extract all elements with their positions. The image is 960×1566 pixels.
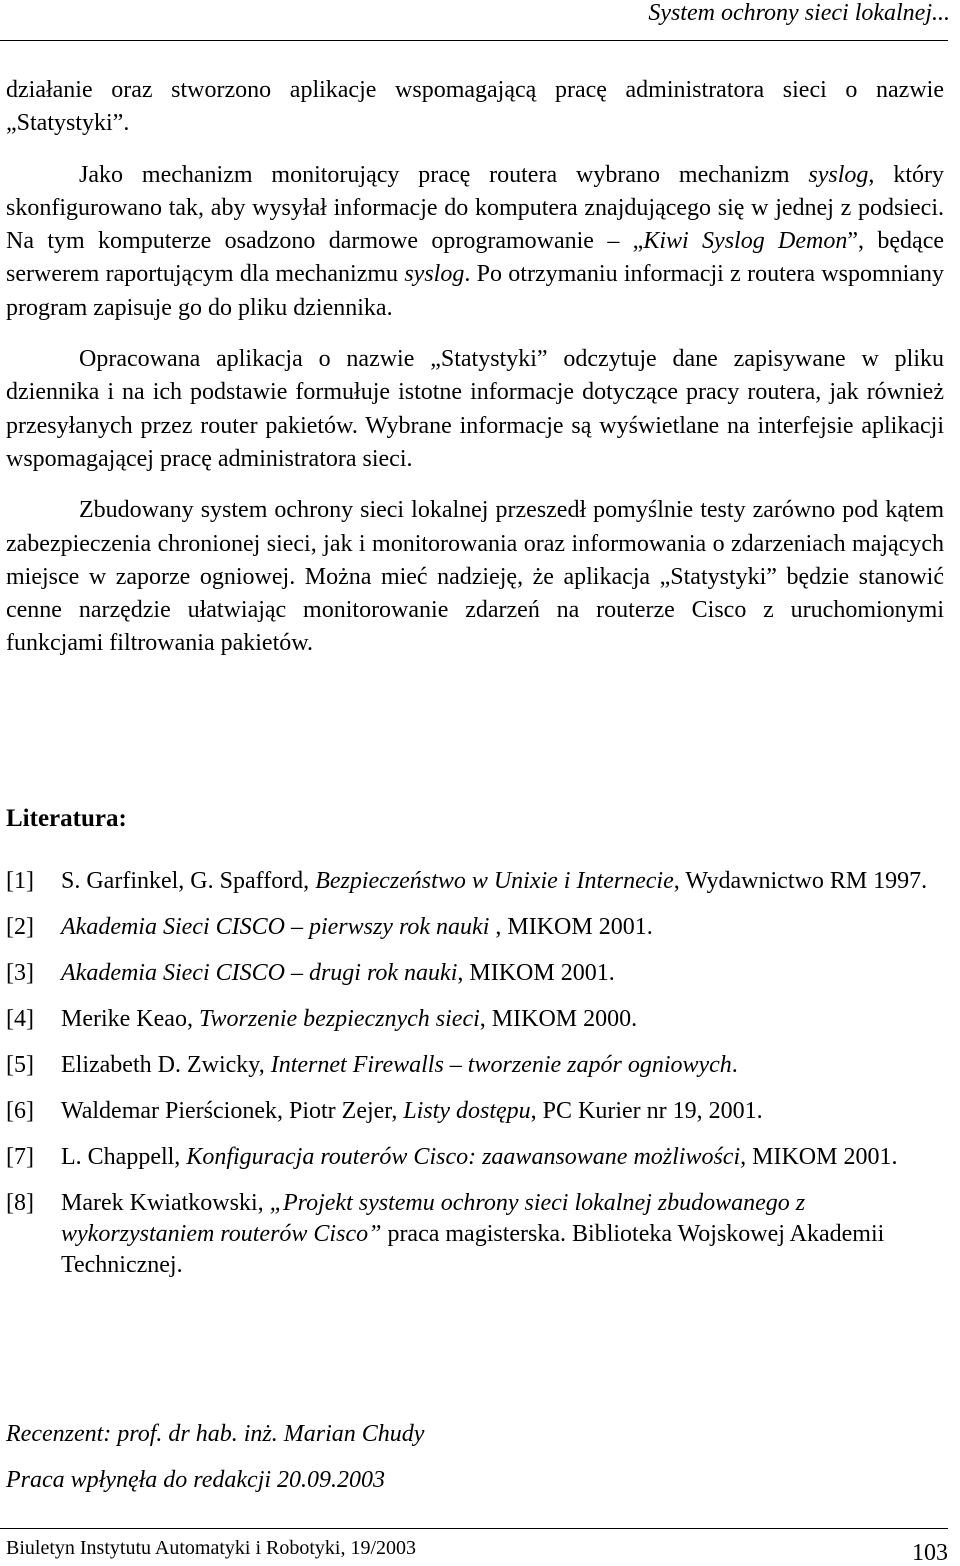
reference-item (6, 1142, 946, 1173)
reference-text: Akademia Sieci CISCO – pierwszy rok nauki , MIKOM 2001. (61, 914, 653, 940)
paragraph-application: Opracowana aplikacja o nazwie „Statystyki” odczytuje dane zapisywane w pliku dziennika i na ich podstawie formułuje istotne informacje dotyczące pracy routera, jak również przesyłanych przez router pakietów. Wybrane informacje są wyświetlane na interfejsie aplikacji wspomagającej pracę administratora sieci. (6, 346, 944, 472)
reference-text: Marek Kwiatkowski, „Projekt systemu ochrony sieci lokalnej zbudowanego z wykorzystaniem routerów Cisco” praca magisterska. Biblioteka Wojskowej Akademii Technicznej. (61, 1190, 885, 1278)
reference-item (6, 1096, 946, 1127)
received-date-line: Praca wpłynęła do redakcji 20.09.2003 (6, 1467, 386, 1493)
footer-journal: Biuletyn Instytutu Automatyki i Robotyki, 19/2003 (6, 1537, 417, 1559)
page-number: 103 (912, 1540, 948, 1566)
reference-item (6, 1050, 946, 1081)
reference-text: S. Garfinkel, G. Spafford, Bezpieczeństwo w Unixie i Internecie, Wydawnictwo RM 1997. (61, 868, 928, 894)
reference-list (6, 866, 946, 1296)
reference-text: Waldemar Pierścionek, Piotr Zejer, Listy dostępu, PC Kurier nr 19, 2001. (61, 1098, 763, 1124)
reviewer-line: Recenzent: prof. dr hab. inż. Marian Chudy (6, 1421, 425, 1447)
reference-item (6, 958, 946, 989)
reference-number: [6] (6, 1098, 34, 1124)
reference-number: [3] (6, 960, 34, 986)
body-text (6, 74, 944, 661)
reference-text: L. Chappell, Konfiguracja routerów Cisco: zaawansowane możliwości, MIKOM 2001. (61, 1144, 898, 1170)
reference-item (6, 912, 946, 943)
reference-number: [2] (6, 914, 34, 940)
reference-text: Akademia Sieci CISCO – drugi rok nauki, MIKOM 2001. (61, 960, 615, 986)
reference-item (6, 1004, 946, 1035)
reference-number: [1] (6, 868, 34, 894)
footer-rule (0, 1528, 948, 1529)
reference-number: [8] (6, 1190, 34, 1216)
reference-item (6, 866, 946, 897)
paragraph-continuation: działanie oraz stworzono aplikacje wspomagającą pracę administratora sieci o nazwie „Statystyki”. (6, 77, 944, 137)
paragraph-syslog: Jako mechanizm monitorujący pracę routera wybrano mechanizm syslog, który skonfigurowano tak, aby wysyłał informacje do komputera znajdującego się w jednej z podsieci. Na tym komputerze osadzono darmowe oprogramowanie – „Kiwi Syslog Demon”, będące serwerem raportującym dla mechanizmu syslog. Po otrzymaniu informacji z routera wspomniany program zapisuje go do pliku dziennika. (6, 161, 944, 321)
literature-heading: Literatura: (6, 805, 127, 832)
running-head: System ochrony sieci lokalnej... (648, 0, 950, 26)
reference-number: [5] (6, 1052, 34, 1078)
header-rule (0, 40, 948, 41)
reference-number: [4] (6, 1006, 34, 1032)
reference-number: [7] (6, 1144, 34, 1170)
reference-text: Merike Keao, Tworzenie bezpiecznych sieci, MIKOM 2000. (61, 1006, 638, 1032)
paragraph-conclusion: Zbudowany system ochrony sieci lokalnej przeszedł pomyślnie testy zarówno pod kątem zabezpieczenia chronionej sieci, jak i monitorowania oraz informowania o zdarzeniach mających miejsce w zaporze ogniowej. Można mieć nadzieję, że aplikacja „Statystyki” będzie stanowić cenne narzędzie ułatwiając monitorowanie zdarzeń na routerze Cisco z uruchomionymi funkcjami filtrowania pakietów. (6, 497, 944, 657)
reference-item (6, 1188, 946, 1281)
reference-text: Elizabeth D. Zwicky, Internet Firewalls – tworzenie zapór ogniowych. (61, 1052, 738, 1078)
